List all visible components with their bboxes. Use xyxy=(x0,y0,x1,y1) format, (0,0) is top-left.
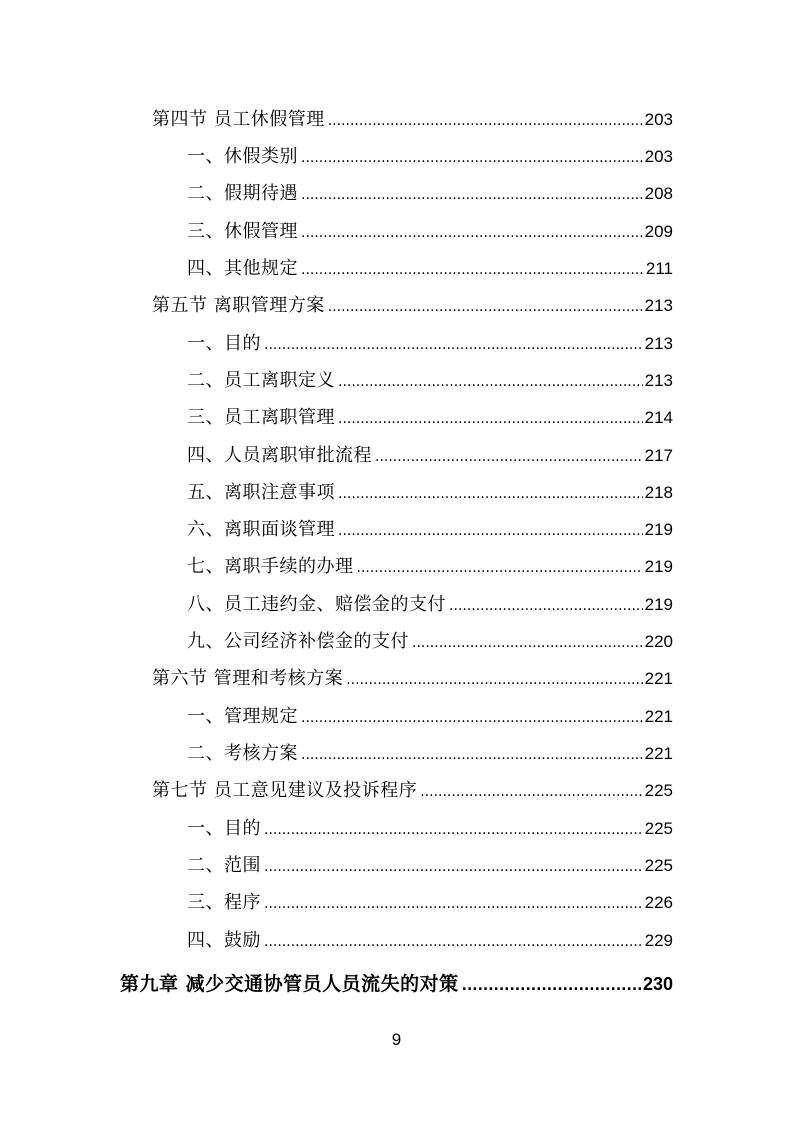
dot-leader xyxy=(301,144,643,172)
toc-entry-label: 一、休假类别 xyxy=(187,146,298,167)
toc-entry-label: 九、公司经济补偿金的支付 xyxy=(187,631,409,652)
toc-entry-label: 三、员工离职管理 xyxy=(187,407,335,428)
toc-entry-page: 225 xyxy=(644,856,673,875)
toc-entry-item[interactable] xyxy=(187,852,673,880)
toc-entry-section-6[interactable] xyxy=(152,665,673,693)
toc-entry-label: 第九章 减少交通协管员人员流失的对策 xyxy=(120,973,459,995)
toc-entry-item[interactable] xyxy=(187,479,673,507)
toc-entry-label: 三、休假管理 xyxy=(187,221,298,242)
toc-entry-label: 一、管理规定 xyxy=(187,706,298,727)
dot-leader xyxy=(328,107,643,135)
toc-entry-label: 四、鼓励 xyxy=(187,930,261,951)
toc-entry-label: 三、程序 xyxy=(187,892,261,913)
toc-entry-item[interactable] xyxy=(187,330,673,358)
toc-entry-page: 203 xyxy=(644,110,673,129)
toc-entry-label: 四、其他规定 xyxy=(187,258,298,279)
dot-leader xyxy=(264,331,643,359)
toc-entry-section-4[interactable] xyxy=(152,106,673,134)
toc-entry-label: 五、离职注意事项 xyxy=(187,482,335,503)
toc-entry-item[interactable] xyxy=(187,927,673,955)
dot-leader xyxy=(338,368,643,396)
toc-entry-item[interactable] xyxy=(187,367,673,395)
toc-entry-page: 219 xyxy=(644,557,673,576)
toc-entry-page: 225 xyxy=(644,781,673,800)
dot-leader xyxy=(375,443,643,471)
toc-entry-item[interactable] xyxy=(187,255,673,283)
toc-entry-page: 221 xyxy=(644,669,673,688)
dot-leader xyxy=(412,629,643,657)
toc-entry-page: 209 xyxy=(644,222,673,241)
toc-entry-chapter-9[interactable] xyxy=(120,970,673,998)
toc-entry-page: 214 xyxy=(644,408,673,427)
toc-entry-label: 第五节 离职管理方案 xyxy=(152,295,325,316)
dot-leader xyxy=(338,517,643,545)
dot-leader xyxy=(301,256,644,284)
dot-leader xyxy=(264,890,643,918)
dot-leader xyxy=(346,666,642,694)
page-number: 9 xyxy=(391,1030,402,1049)
toc-entry-label: 四、人员离职审批流程 xyxy=(187,445,372,466)
toc-entry-page: 213 xyxy=(644,371,673,390)
dot-leader xyxy=(449,592,643,620)
toc-entry-item[interactable] xyxy=(187,553,673,581)
dot-leader xyxy=(328,293,643,321)
toc-entry-page: 220 xyxy=(644,632,673,651)
dot-leader xyxy=(264,928,643,956)
toc-entry-item[interactable] xyxy=(187,442,673,470)
toc-entry-label: 第六节 管理和考核方案 xyxy=(152,668,344,689)
toc-entry-label: 二、考核方案 xyxy=(187,743,298,764)
toc-entry-page: 208 xyxy=(644,184,673,203)
toc-entry-item[interactable] xyxy=(187,740,673,768)
toc-entry-page: 221 xyxy=(644,744,673,763)
toc-entry-item[interactable] xyxy=(187,404,673,432)
toc-entry-item[interactable] xyxy=(187,516,673,544)
toc-entry-label: 七、离职手续的办理 xyxy=(187,556,354,577)
toc-entry-section-5[interactable] xyxy=(152,292,673,320)
toc-entry-page: 203 xyxy=(644,147,673,166)
toc-entry-item[interactable] xyxy=(187,180,673,208)
toc-entry-page: 217 xyxy=(644,446,673,465)
toc-entry-page: 225 xyxy=(644,819,673,838)
toc-entry-item[interactable] xyxy=(187,143,673,171)
toc-entry-page: 219 xyxy=(644,520,673,539)
toc-entry-item[interactable] xyxy=(187,815,673,843)
toc-entry-label: 六、离职面谈管理 xyxy=(187,519,335,540)
dot-leader xyxy=(264,816,643,844)
dot-leader xyxy=(301,741,643,769)
dot-leader xyxy=(301,181,643,209)
toc-entry-label: 一、目的 xyxy=(187,818,261,839)
toc-entry-page: 219 xyxy=(644,595,673,614)
toc-entry-label: 八、员工违约金、赔偿金的支付 xyxy=(187,594,446,615)
toc-entry-label: 二、员工离职定义 xyxy=(187,370,335,391)
toc-entry-item[interactable] xyxy=(187,889,673,917)
toc-entry-section-7[interactable] xyxy=(152,777,673,805)
dot-leader xyxy=(264,853,643,881)
toc-entry-page: 221 xyxy=(644,707,673,726)
toc-entry-page: 230 xyxy=(642,974,673,994)
dot-leader xyxy=(338,405,643,433)
toc-entry-page: 218 xyxy=(644,483,673,502)
toc-entry-page: 226 xyxy=(644,893,673,912)
dot-leader xyxy=(301,219,643,247)
dot-leader xyxy=(338,480,643,508)
dot-leader xyxy=(301,704,643,732)
toc-entry-page: 211 xyxy=(645,259,673,278)
toc-entry-page: 213 xyxy=(644,334,673,353)
dot-leader xyxy=(357,554,643,582)
dot-leader xyxy=(420,778,642,806)
toc-entry-label: 二、假期待遇 xyxy=(187,183,298,204)
toc-entry-item[interactable] xyxy=(187,628,673,656)
toc-entry-label: 第七节 员工意见建议及投诉程序 xyxy=(152,780,418,801)
toc-entry-item[interactable] xyxy=(187,703,673,731)
toc-entry-item[interactable] xyxy=(187,218,673,246)
toc-entry-label: 一、目的 xyxy=(187,333,261,354)
toc-entry-page: 229 xyxy=(644,931,673,950)
toc-entry-page: 213 xyxy=(644,296,673,315)
toc-entry-item[interactable] xyxy=(187,591,673,619)
toc-entry-label: 第四节 员工休假管理 xyxy=(152,109,325,130)
toc-entry-label: 二、范围 xyxy=(187,855,261,876)
dot-leader xyxy=(462,972,641,1000)
